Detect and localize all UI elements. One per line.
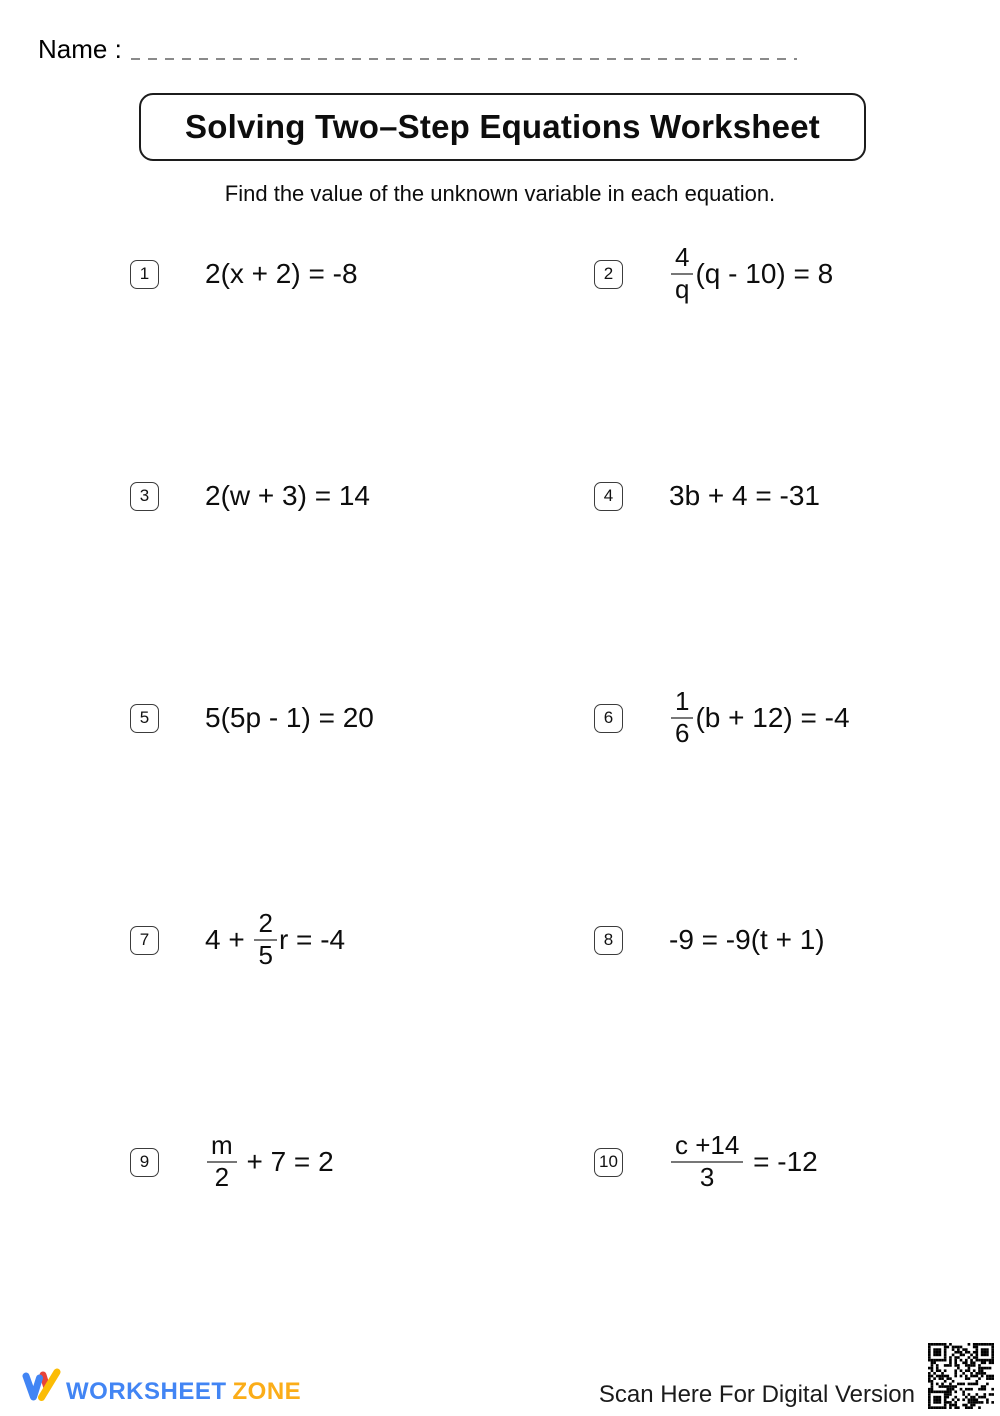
qr-code-icon <box>928 1343 994 1409</box>
equation: $\frac{m}{2}$ + 7 = 2 <box>205 1131 334 1193</box>
problem-9 <box>130 1130 334 1194</box>
scan-instruction: Scan Here For Digital Version <box>598 1381 915 1408</box>
problem-1 <box>130 242 358 306</box>
problem-number-box: 9 <box>130 1148 159 1177</box>
equation: 3b + 4 = -31 <box>669 480 821 511</box>
problem-7 <box>130 908 345 972</box>
equation: 4 + $\frac{2}{5}$ r = -4 <box>205 908 346 970</box>
brand-wordmark <box>66 1378 301 1406</box>
problem-10 <box>594 1130 818 1194</box>
fraction: $\frac{4}{q}$ <box>671 243 693 305</box>
page-title: Solving Two–Step Equations Worksheet <box>185 108 820 145</box>
equation: 5(5p - 1) = 20 <box>205 702 374 733</box>
equation: 2(w + 3) = 14 <box>205 480 370 511</box>
equation: $\frac{4}{q}$ (q - 10) = 8 <box>669 243 833 305</box>
name-label: Name : <box>38 34 122 64</box>
fraction: $\frac{m}{2}$ <box>207 1131 237 1193</box>
problem-number-box: 5 <box>130 704 159 733</box>
fraction: $\frac{1}{6}$ <box>671 687 693 749</box>
equation: $\frac{c +14}{3}$ = -12 <box>669 1131 818 1193</box>
problem-number-box: 2 <box>594 260 623 289</box>
fraction: $\frac{2}{5}$ <box>254 909 276 971</box>
equation: $\frac{1}{6}$ (b + 12) = -4 <box>669 687 850 749</box>
problem-number-box: 1 <box>130 260 159 289</box>
problem-8 <box>594 908 825 972</box>
equation: 2(x + 2) = -8 <box>205 258 358 289</box>
problem-number-box: 7 <box>130 926 159 955</box>
brand-worksheet: WORKSHEET <box>66 1378 227 1405</box>
problem-number-box: 6 <box>594 704 623 733</box>
worksheetzone-w-logo-icon <box>18 1362 66 1410</box>
problem-number-box: 4 <box>594 482 623 511</box>
brand-zone: ZONE <box>232 1378 302 1405</box>
problem-number-box: 3 <box>130 482 159 511</box>
equation: -9 = -9(t + 1) <box>669 924 825 955</box>
instruction-text: Find the value of the unknown variable in each equation. <box>224 181 776 206</box>
problem-number-box: 10 <box>594 1148 623 1177</box>
name-fill-in-line <box>131 58 797 60</box>
problem-5 <box>130 686 374 750</box>
fraction: $\frac{c +14}{3}$ <box>671 1131 743 1193</box>
problem-6 <box>594 686 850 750</box>
problem-number-box: 8 <box>594 926 623 955</box>
problem-2 <box>594 242 833 306</box>
problem-4 <box>594 464 820 528</box>
problem-3 <box>130 464 370 528</box>
title-box <box>139 93 866 161</box>
